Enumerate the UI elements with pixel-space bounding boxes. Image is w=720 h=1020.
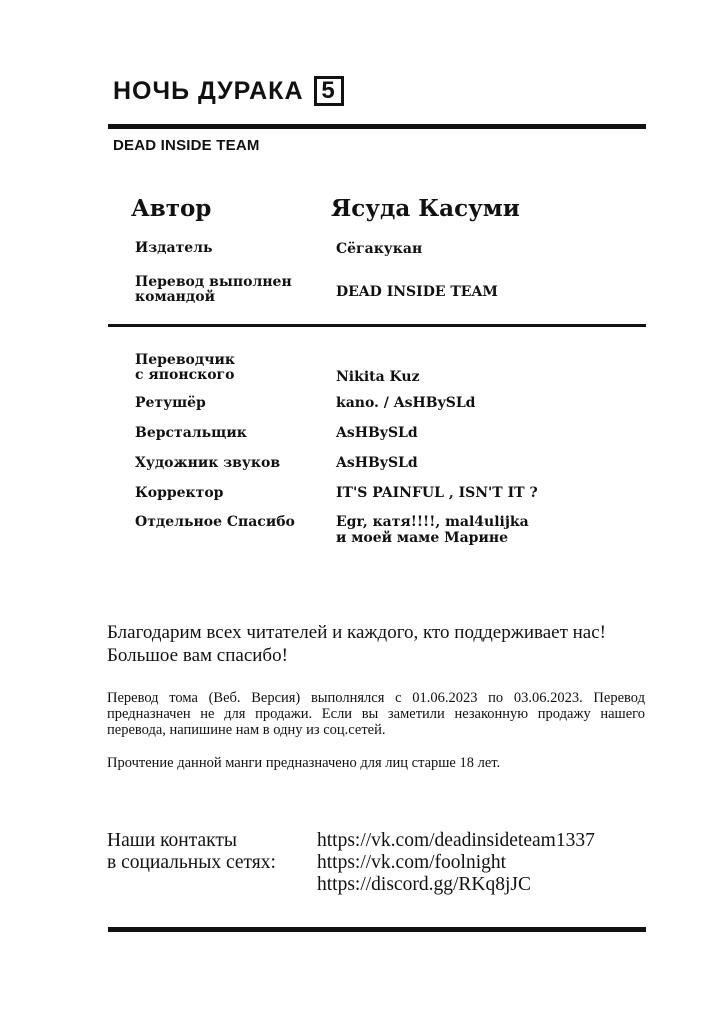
credit-label-typesetter: Верстальщик [135, 425, 247, 441]
translated-by-label-line: Перевод выполнен [135, 274, 292, 290]
publisher-value: Сёгакукан [336, 241, 423, 257]
credits-divider [108, 324, 646, 327]
footer-divider [108, 927, 646, 932]
credit-label-special-thanks: Отдельное Спасибо [135, 514, 295, 530]
contacts-label [107, 830, 276, 874]
manga-title-text: НОЧЬ ДУРАКА [113, 76, 304, 105]
credit-label-line: с японского [135, 367, 235, 383]
header-divider [108, 124, 646, 129]
credit-value-special-thanks [336, 514, 529, 546]
thanks-message [107, 621, 667, 667]
credit-label-translator [135, 353, 235, 383]
contact-link-vk-foolnight[interactable]: https://vk.com/foolnight [317, 852, 507, 873]
credit-value-typesetter: AsHBySLd [336, 425, 418, 441]
translation-notice: Перевод тома (Веб. Версия) выполнялся с 01.06.2023 по 03.06.2023. Перевод предназначен не для продажи. Если вы заметили незаконную продажу нашего перевода, напишине нам в одну из соц.сетей. [107, 690, 645, 738]
translated-by-value: DEAD INSIDE TEAM [336, 284, 498, 300]
credit-value-proofreader: IT'S PAINFUL , ISN'T IT ? [336, 485, 538, 501]
translated-by-label [135, 275, 292, 305]
team-name: DEAD INSIDE TEAM [113, 137, 260, 154]
special-thanks-line: Egr, катя!!!!, mal4ulijka [336, 514, 529, 530]
contacts-label-line: в социальных сетях: [107, 852, 276, 873]
translated-by-label-line: командой [135, 289, 215, 305]
publisher-label: Издатель [135, 240, 213, 256]
thanks-line: Благодарим всех читателей и каждого, кто поддерживает нас! [107, 622, 606, 643]
credit-value-retoucher: kano. / AsHBySLd [336, 395, 476, 411]
age-notice: Прочтение данной манги предназначено для лиц старше 18 лет. [107, 755, 501, 771]
credit-label-retoucher: Ретушёр [135, 395, 206, 411]
contacts-label-line: Наши контакты [107, 830, 237, 851]
credit-label-line: Переводчик [135, 352, 235, 368]
volume-number: 5 [314, 76, 344, 106]
credit-value-translator: Nikita Kuz [336, 369, 420, 385]
author-label: Автор [131, 195, 212, 222]
thanks-line: Большое вам спасибо! [107, 645, 288, 666]
credit-label-proofreader: Корректор [135, 485, 224, 501]
author-value: Ясуда Касуми [331, 195, 520, 222]
contact-link-discord[interactable]: https://discord.gg/RKq8jJC [317, 874, 531, 895]
special-thanks-line: и моей маме Марине [336, 530, 508, 546]
credit-value-sfx-artist: AsHBySLd [336, 455, 418, 471]
manga-title [113, 76, 344, 106]
contacts-links [317, 830, 595, 896]
contact-link-vk-team[interactable]: https://vk.com/deadinsideteam1337 [317, 830, 595, 851]
credit-label-sfx-artist: Художник звуков [135, 455, 281, 471]
